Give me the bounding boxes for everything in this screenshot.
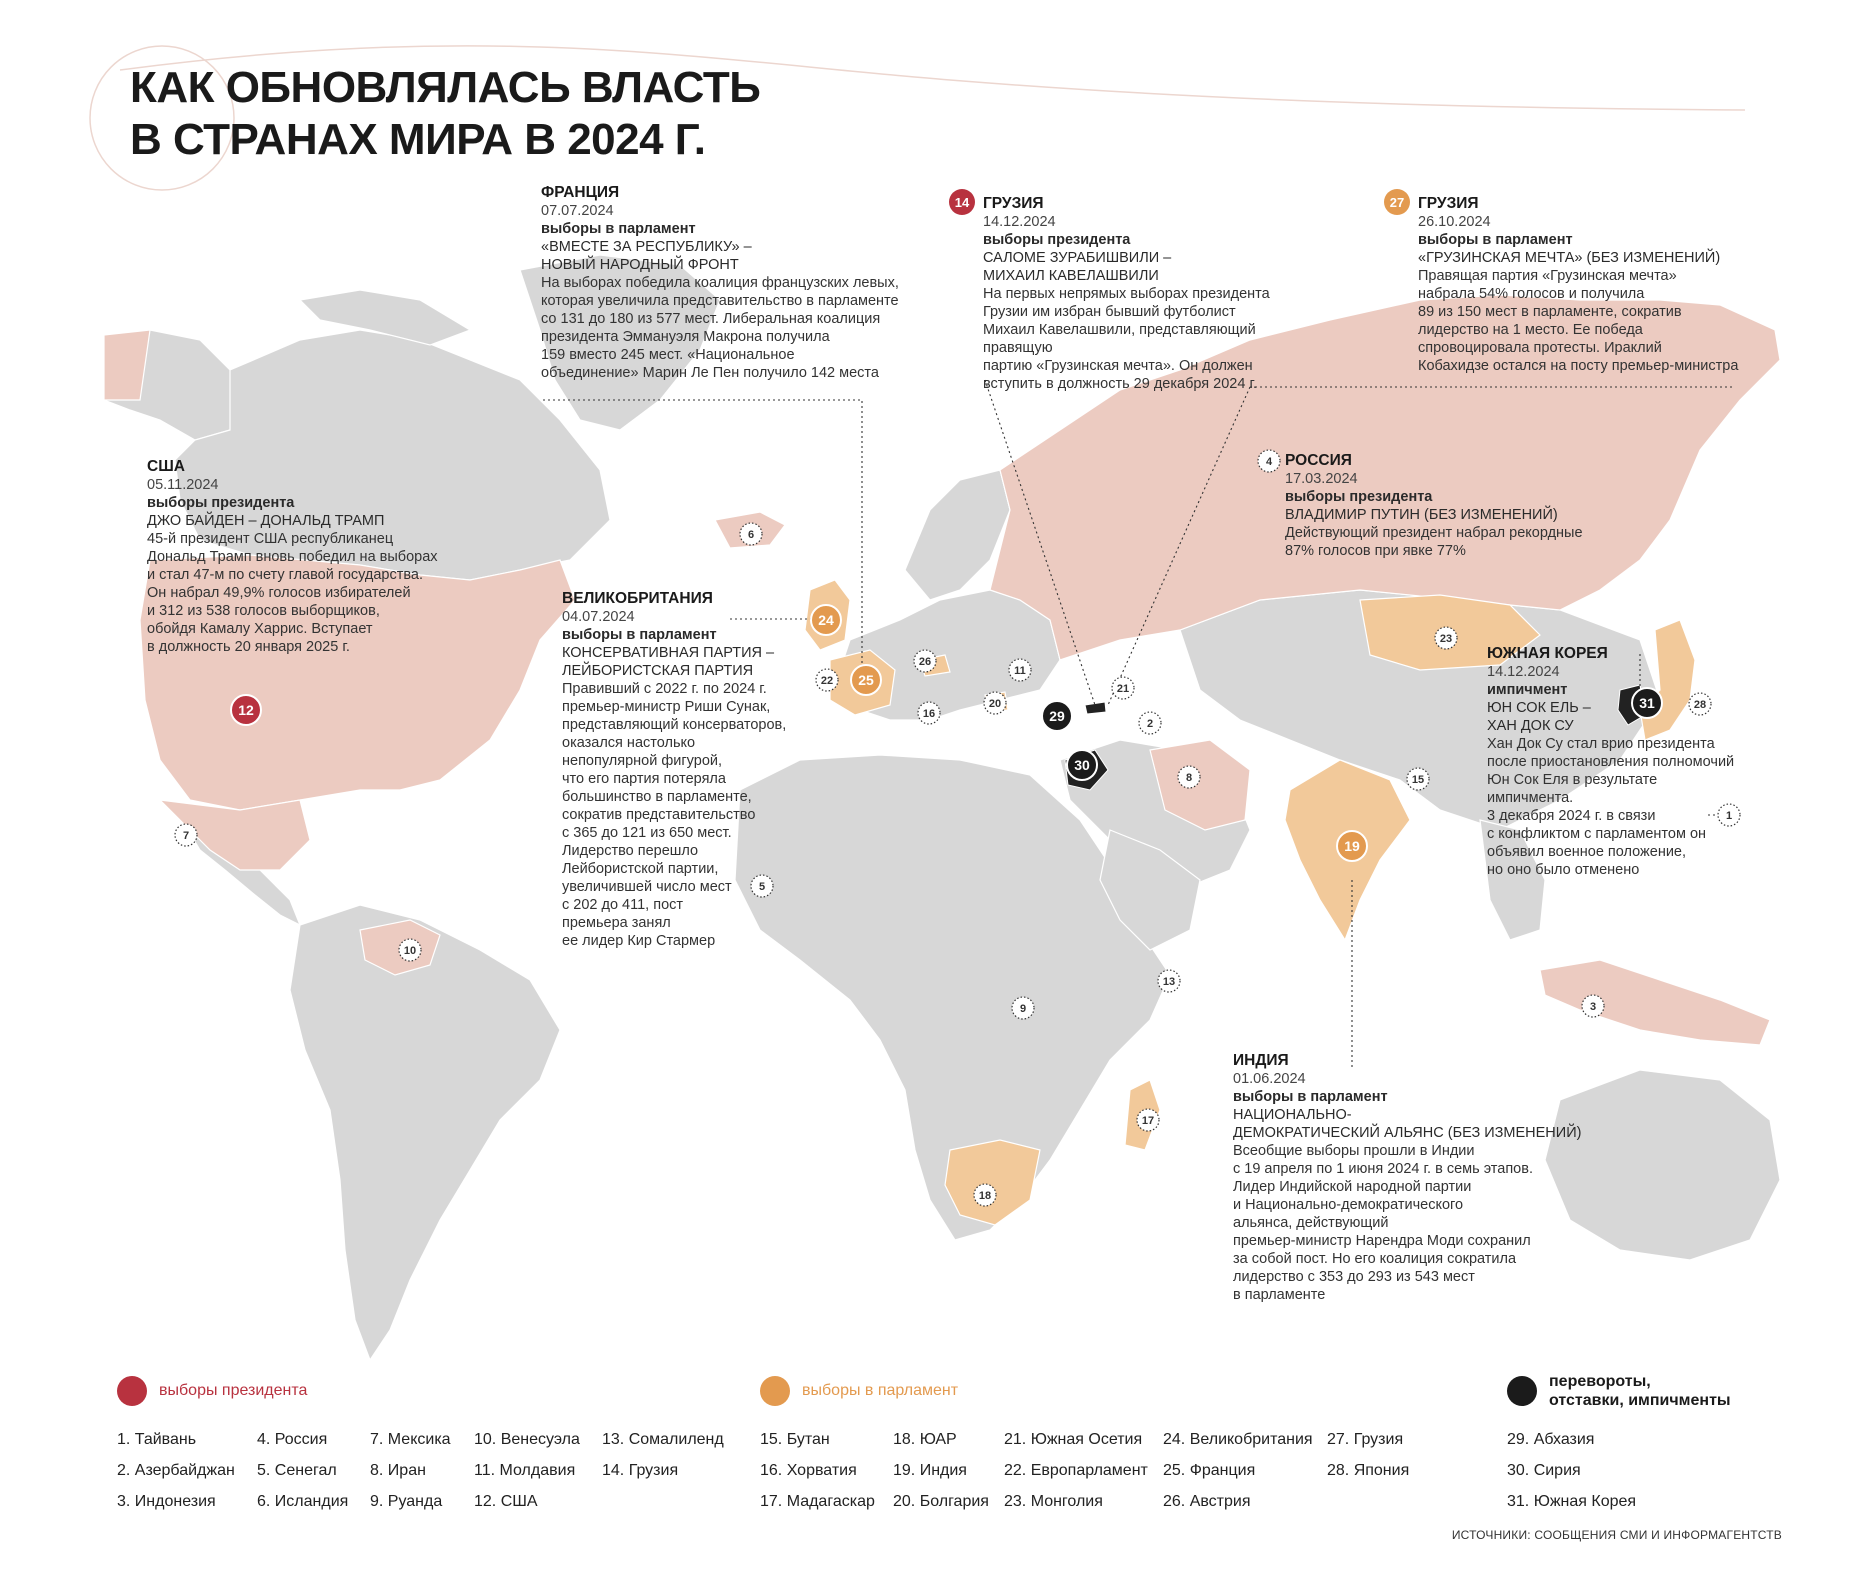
list-item: 31. Южная Корея [1507,1493,1637,1510]
annotation-russia [1285,452,1615,560]
list-item: 16. Хорватия [760,1462,857,1479]
land-south-america [290,905,560,1360]
annotation-result-line: САЛОМЕ ЗУРАБИШВИЛИ – [983,250,1172,266]
marker-16 [918,702,940,724]
marker-15 [1407,768,1429,790]
marker-label: 24 [818,612,834,628]
marker-label: 17 [1141,1115,1155,1127]
country-list-col9 [1163,1424,1313,1517]
legend-president [117,1376,307,1406]
annotation-result-line: «ВМЕСТЕ ЗА РЕСПУБЛИКУ» – [541,239,752,255]
list-item: 23. Монголия [1004,1493,1103,1510]
marker-label: 19 [1344,838,1360,854]
annotation-type: выборы в парламент [541,221,696,237]
legend-president-label: выборы президента [159,1382,308,1399]
annotation-body [1418,267,1758,375]
annotation-line: Лейбористской партии, [562,861,719,877]
annotation-line: ее лидер Кир Стармер [562,933,716,949]
marker-7 [175,824,197,846]
annotation-line: альянса, действующий [1233,1215,1389,1231]
annotation-date: 26.10.2024 [1418,214,1491,230]
annotation-country: США [147,458,185,475]
list-item: 28. Япония [1327,1462,1410,1479]
annotation-line: в должность 20 января 2025 г. [147,639,350,655]
annotation-body [983,285,1323,393]
list-item: 11. Молдавия [474,1462,576,1479]
annotation-body [147,530,447,656]
marker-label: 16 [922,708,936,720]
annotation-line: Хан Док Су стал врио президента [1487,736,1715,752]
annotation-country: ГРУЗИЯ [983,195,1044,212]
annotation-type: выборы президента [983,232,1131,248]
annotation-line: увеличившей число мест [562,879,732,895]
annotation-type: выборы президента [147,495,295,511]
annotation-country: ЮЖНАЯ КОРЕЯ [1487,645,1608,662]
annotation-south-korea [1487,645,1747,879]
marker-label: 3 [1589,1001,1597,1013]
annotation-line: вступить в должность 29 декабря 2024 г. [983,376,1257,392]
annotation-line: которая увеличила представительство в парламенте [541,293,899,309]
page-title [130,62,760,166]
annotation-line: и стал 47-м по счету главой государства. [147,567,424,583]
annotation-india [1233,1052,1593,1304]
region-abkhazia [1085,702,1106,714]
annotation-result: «ГРУЗИНСКАЯ МЕЧТА» (БЕЗ ИЗМЕНЕНИЙ) [1418,250,1721,266]
annotation-line: 87% голосов при явке 77% [1285,543,1466,559]
annotation-result-line: НОВЫЙ НАРОДНЫЙ ФРОНТ [541,257,739,273]
list-item: 9. Руанда [370,1493,443,1510]
marker-13 [1158,970,1180,992]
annotation-line: Всеобщие выборы прошли в Индии [1233,1143,1475,1159]
annotation-line: с 365 до 121 из 650 мест. [562,825,732,841]
country-list-col8 [1004,1424,1148,1517]
annotation-line: непопулярной фигурой, [562,753,723,769]
annotation-georgia-president [983,195,1323,393]
marker-9 [1012,997,1034,1019]
marker-label: 12 [238,702,254,718]
annotation-body [1285,524,1615,560]
marker-label: 15 [1411,774,1425,786]
annotation-line: премьера занял [562,915,671,931]
marker-30 [1067,750,1097,780]
marker-4 [1258,450,1280,472]
marker-label: 25 [858,672,874,688]
list-item: 27. Грузия [1327,1431,1404,1448]
annotation-line: но оно было отменено [1487,862,1640,878]
annotation-line: обойдя Камалу Харрис. Вступает [147,621,373,637]
marker-label: 10 [403,945,417,957]
list-item: 19. Индия [893,1462,967,1479]
marker-label: 13 [1162,976,1176,988]
marker-label: 4 [1265,456,1273,468]
legend-parliament-label: выборы в парламент [802,1382,959,1399]
marker-label: 21 [1116,683,1130,695]
marker-21 [1112,677,1134,699]
marker-label: 20 [988,698,1002,710]
marker-23 [1435,627,1457,649]
annotation-result-line: ХАН ДОК СУ [1487,718,1574,734]
annotation-body [562,680,792,950]
region-indonesia [1540,960,1770,1045]
marker-11 [1009,659,1031,681]
annotation-line: 89 из 150 мест в парламенте, сократив [1418,304,1682,320]
country-list-col11 [1507,1424,1636,1517]
annotation-line: Михаил Кавелашвили, представляющий правящую [983,322,1256,356]
country-list-col3 [370,1424,451,1517]
annotation-line: На выборах победила коалиция французских левых, [541,275,899,291]
marker-2 [1139,712,1161,734]
source-note: ИСТОЧНИКИ: СООБЩЕНИЯ СМИ И ИНФОРМАГЕНТСТВ [1451,1528,1782,1542]
marker-20 [984,692,1006,714]
annotation-body [541,274,901,382]
marker-label: 7 [182,830,190,842]
legend-coup-line1: перевороты, [1549,1373,1651,1390]
annotation-line: Правящая партия «Грузинская мечта» [1418,268,1677,284]
annotation-line: и 312 из 538 голосов выборщиков, [147,603,380,619]
annotation-line: с 19 апреля по 1 июня 2024 г. в семь этапов. [1233,1161,1533,1177]
list-item: 1. Тайвань [117,1431,197,1448]
badge-14: 14 [949,189,975,215]
marker-25 [851,665,881,695]
annotation-date: 04.07.2024 [562,609,635,625]
annotation-line: премьер-министр Нарендра Моди сохранил [1233,1233,1531,1249]
list-item: 20. Болгария [893,1493,989,1510]
list-item: 29. Абхазия [1507,1431,1595,1448]
list-item: 12. США [474,1493,538,1510]
page-title-line1: КАК ОБНОВЛЯЛАСЬ ВЛАСТЬ [130,63,761,112]
annotation-line: с 202 до 411, пост [562,897,684,913]
annotation-line: Правивший с 2022 г. по 2024 г. [562,681,767,697]
annotation-result-line: ЮН СОК ЕЛЬ – [1487,700,1591,716]
annotation-country: ВЕЛИКОБРИТАНИЯ [562,590,713,607]
annotation-line: 45-й президент США республиканец [147,531,394,547]
annotation-line: Лидерство перешло [562,843,699,859]
annotation-line: сократив представительство [562,807,756,823]
list-item: 13. Сомалиленд [602,1431,724,1448]
annotation-line: представляющий консерваторов, [562,717,787,733]
list-item: 14. Грузия [602,1462,679,1479]
marker-12 [231,695,261,725]
annotation-line: президента Эммануэля Макрона получила [541,329,830,345]
annotation-france [541,184,901,382]
marker-17 [1137,1109,1159,1131]
country-list-col7 [893,1424,989,1517]
marker-19 [1337,831,1367,861]
annotation-line: Дональд Трамп вновь победил на выборах [147,549,438,565]
list-item: 6. Исландия [257,1493,349,1510]
annotation-type: выборы в парламент [562,627,717,643]
marker-label: 31 [1639,695,1655,711]
annotation-result-line: ЛЕЙБОРИСТСКАЯ ПАРТИЯ [562,663,754,679]
marker-label: 11 [1014,665,1026,677]
annotation-line: На первых непрямых выборах президента [983,286,1270,302]
annotation-result-line: ДЕМОКРАТИЧЕСКИЙ АЛЬЯНС (БЕЗ ИЗМЕНЕНИЙ) [1233,1125,1582,1141]
legend-parliament-dot [760,1376,790,1406]
legend-coup [1507,1372,1731,1410]
annotation-line: оказался настолько [562,735,696,751]
annotation-body [1233,1142,1593,1304]
annotation-date: 17.03.2024 [1285,471,1358,487]
country-list-col6 [760,1424,875,1517]
badge-27: 27 [1384,189,1410,215]
marker-22 [816,669,838,691]
annotation-line: в парламенте [1233,1287,1326,1303]
annotation-line: и Национально-демократического [1233,1197,1464,1213]
list-item: 4. Россия [257,1431,328,1448]
list-item: 26. Австрия [1163,1493,1251,1510]
list-item: 10. Венесуэла [474,1431,580,1448]
legend-coup-line2: отставки, импичменты [1549,1392,1731,1409]
annotation-type: выборы в парламент [1418,232,1573,248]
legend-coup-label [1549,1372,1731,1410]
annotation-line: партию «Грузинская мечта». Он должен [983,358,1253,374]
annotation-usa [147,458,447,656]
list-item: 5. Сенегал [257,1462,337,1479]
annotation-line: Кобахидзе остался на посту премьер-министра [1418,358,1739,374]
marker-label: 2 [1146,718,1154,730]
list-item: 21. Южная Осетия [1004,1431,1143,1448]
annotation-line: лидерство на 1 место. Ее победа [1418,322,1643,338]
annotation-line: со 131 до 180 из 577 мест. Либеральная коалиция [541,311,881,327]
list-item: 15. Бутан [760,1431,830,1448]
annotation-result: ВЛАДИМИР ПУТИН (БЕЗ ИЗМЕНЕНИЙ) [1285,507,1558,523]
marker-29 [1042,701,1072,731]
annotation-line: 159 вместо 245 мест. «Национальное [541,347,795,363]
list-item: 2. Азербайджан [117,1462,235,1479]
marker-label: 30 [1074,757,1090,773]
annotation-country: РОССИЯ [1285,452,1352,469]
annotation-line: Юн Сок Еля в результате импичмента. [1487,772,1658,806]
marker-label: 1 [1725,810,1733,822]
annotation-date: 01.06.2024 [1233,1071,1306,1087]
annotation-line: большинство в парламенте, [562,789,752,805]
annotation-date: 14.12.2024 [983,214,1056,230]
annotation-country: ИНДИЯ [1233,1052,1289,1069]
annotation-date: 05.11.2024 [147,477,219,493]
country-list-col2 [257,1424,348,1517]
list-item: 8. Иран [370,1462,426,1479]
list-item: 30. Сирия [1507,1462,1581,1479]
annotation-line: Он набрал 49,9% голосов избирателей [147,585,411,601]
marker-label: 28 [1693,699,1707,711]
page-title-line2: В СТРАНАХ МИРА В 2024 Г. [130,115,706,164]
annotation-line: с конфликтом с парламентом он [1487,826,1707,842]
annotation-date: 14.12.2024 [1487,664,1560,680]
annotation-line: лидерство с 353 до 293 из 543 мест [1233,1269,1475,1285]
annotation-line: спровоцировала протесты. Ираклий [1418,340,1662,356]
list-item: 7. Мексика [370,1431,451,1448]
country-list-col10 [1327,1424,1409,1486]
country-list-col1 [117,1424,235,1517]
legend-parliament [760,1376,958,1406]
marker-label: 5 [758,881,766,893]
annotation-line: после приостановления полномочий [1487,754,1735,770]
annotation-georgia-parliament [1418,195,1758,375]
marker-label: 6 [747,529,755,541]
marker-label: 29 [1049,708,1065,724]
annotation-result: ДЖО БАЙДЕН – ДОНАЛЬД ТРАМП [147,513,385,529]
annotation-uk [562,590,792,950]
annotation-type: выборы в парламент [1233,1089,1388,1105]
annotation-line: Грузии им избран бывший футболист [983,304,1236,320]
annotation-line: набрала 54% голосов и получила [1418,286,1645,302]
annotation-line: объединение» Марин Ле Пен получило 142 места [541,365,879,381]
annotation-result-line: НАЦИОНАЛЬНО- [1233,1107,1352,1123]
annotation-body [1487,735,1747,879]
marker-10 [399,939,421,961]
list-item: 3. Индонезия [117,1493,216,1510]
list-item: 22. Европарламент [1004,1462,1148,1479]
annotation-type: импичмент [1487,682,1568,698]
annotation-result-line: КОНСЕРВАТИВНАЯ ПАРТИЯ – [562,645,775,661]
country-list-col4 [474,1424,580,1517]
country-list-col5 [602,1424,724,1486]
marker-18 [974,1184,996,1206]
annotation-result-line: МИХАИЛ КАВЕЛАШВИЛИ [983,268,1159,284]
marker-label: 8 [1185,772,1193,784]
list-item: 25. Франция [1163,1462,1256,1479]
marker-24 [811,605,841,635]
annotation-country: ФРАНЦИЯ [541,184,620,201]
list-item: 24. Великобритания [1163,1431,1313,1448]
list-item: 17. Мадагаскар [760,1493,875,1510]
annotation-date: 07.07.2024 [541,203,614,219]
region-south-africa [945,1140,1040,1225]
legend-coup-dot [1507,1376,1537,1406]
marker-label: 18 [978,1190,992,1202]
annotation-line: 3 декабря 2024 г. в связи [1487,808,1656,824]
annotation-line: Действующий президент набрал рекордные [1285,525,1583,541]
marker-label: 22 [820,675,834,687]
marker-label: 26 [918,656,932,668]
marker-26 [914,650,936,672]
annotation-line: объявил военное положение, [1487,844,1687,860]
annotation-type: выборы президента [1285,489,1433,505]
annotation-line: премьер-министр Риши Сунак, [562,699,771,715]
marker-6 [740,523,762,545]
marker-label: 9 [1019,1003,1027,1015]
marker-3 [1582,995,1604,1017]
marker-8 [1178,766,1200,788]
marker-label: 23 [1439,633,1453,645]
annotation-line: Лидер Индийской народной партии [1233,1179,1472,1195]
annotation-line: что его партия потеряла [562,771,726,787]
legend-president-dot [117,1376,147,1406]
annotation-line: за собой пост. Но его коалиция сократила [1233,1251,1517,1267]
list-item: 18. ЮАР [893,1431,957,1448]
annotation-country: ГРУЗИЯ [1418,195,1479,212]
